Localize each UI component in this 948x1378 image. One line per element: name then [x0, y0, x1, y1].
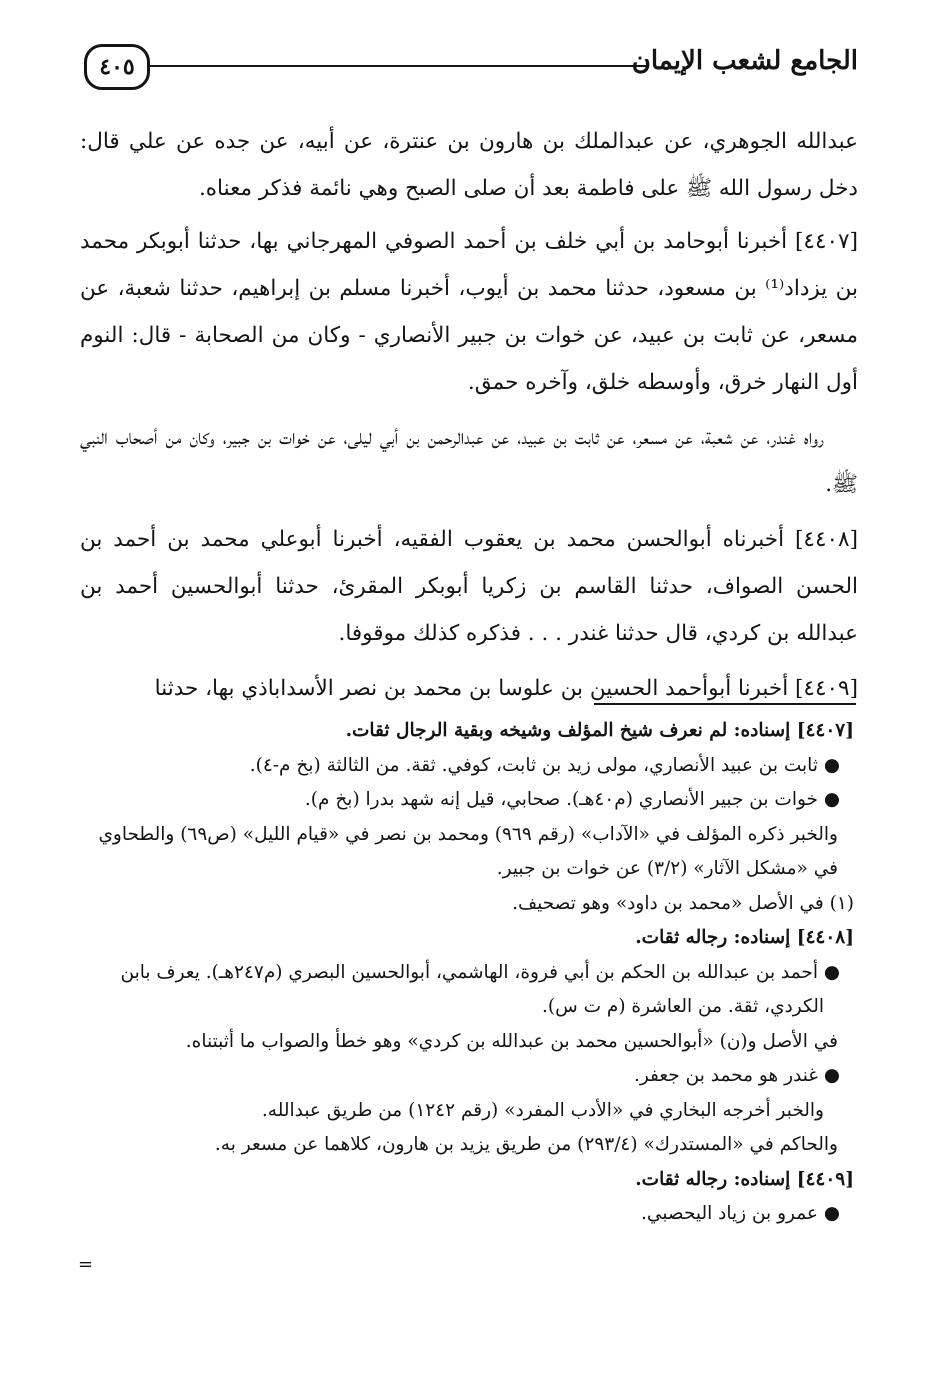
- footnote-4408-heading: [٤٤٠٨] إسناده: رجاله ثقات.: [635, 927, 854, 948]
- footnote-separator: [594, 703, 856, 705]
- running-title: الجامع لشعب الإيمان: [631, 46, 858, 76]
- footnote-4407-narrator-2: ● خوات بن جبير الأنصاري (م٤٠هـ). صحابي، قيل إنه شهد بدرا (بخ م).: [304, 789, 840, 810]
- footnote-4408-takhrij-2: والحاكم في «المستدرك» (٢٩٣/٤) من طريق يزيد بن هارون، كلاهما عن مسعر به.: [214, 1134, 838, 1155]
- hadith-4409: [٤٤٠٩] أخبرنا أبوأحمد الحسين بن علوسا بن محمد بن نصر الأسداباذي بها، حدثنا: [154, 676, 858, 701]
- footnote-4407-narrator-1: ● ثابت بن عبيد الأنصاري، مولى زيد بن ثابت، كوفي. ثقة. من الثالثة (بخ م-٤).: [249, 754, 840, 776]
- hadith-4407-riwaya: رواه غندر، عن شعبة، عن مسعر، عن ثابت بن عبيد، عن عبدالرحمن بن أبي ليلى، عن خوات بن جبير، وكان من أصحاب النبي ﷺ.: [80, 425, 858, 497]
- header-rule: [150, 65, 648, 67]
- page-number-box: [84, 44, 150, 90]
- running-header: [84, 40, 858, 102]
- hadith-4408: [٤٤٠٨] أخبرناه أبوالحسن محمد بن يعقوب الفقيه، أخبرنا أبوعلي محمد بن أحمد بن الحسن الصواف، حدثنا القاسم بن زكريا أبوبكر المقرئ، حدثنا أبوالحسين أحمد بن عبدالله بن كردي، قال حدثنا غندر . . . فذكره كذلك موقوفا.: [80, 527, 858, 646]
- continuation-mark: =: [78, 1254, 94, 1275]
- hadith-4407: [٤٤٠٧] أخبرنا أبوحامد بن أبي خلف بن أحمد الصوفي المهرجاني بها، حدثنا أبوبكر محمد بن يزداد⁽¹⁾ بن مسعود، حدثنا محمد بن أيوب، أخبرنا مسلم بن إبراهيم، حدثنا شعبة، عن مسعر، عن ثابت بن عبيد، عن خوات بن جبير الأنصاري - وكان من الصحابة - قال: النوم أول النهار خرق، وأوسطه خلق، وآخره حمق.: [80, 229, 858, 395]
- footnote-4408-narrator-1: ● أحمد بن عبدالله بن الحكم بن أبي فروة، الهاشمي، أبوالحسين البصري (م٢٤٧هـ). يعرف بابن الكردي، ثقة. من العاشرة (م ت س).: [120, 961, 840, 1017]
- page-number: ٤٠٥: [99, 54, 135, 80]
- footnote-4409-heading: [٤٤٠٩] إسناده: رجاله ثقات.: [635, 1168, 854, 1190]
- footnote-4408-narrator-2: ● غندر هو محمد بن جعفر.: [633, 1065, 840, 1086]
- footnote-4408-correction: في الأصل و(ن) «أبوالحسين محمد بن عبدالله بن كردي» وهو خطأ والصواب ما أثبتناه.: [185, 1030, 838, 1052]
- footnote-4408-takhrij-1: والخبر أخرجه البخاري في «الأدب المفرد» (رقم ١٢٤٢) من طريق عبدالله.: [261, 1099, 824, 1121]
- footnote-1: (١) في الأصل «محمد بن داود» وهو تصحيف.: [512, 892, 854, 914]
- footnote-4407-takhrij: والخبر ذكره المؤلف في «الآداب» (رقم ٩٦٩) ومحمد بن نصر في «قيام الليل» (ص٦٩) والطحاوي في «مشكل الآثار» (٣/٢) عن خوات بن جبير.: [98, 823, 838, 879]
- paragraph-continuation: عبدالله الجوهري، عن عبدالملك بن هارون بن عنترة، عن أبيه، عن جده عن علي قال: دخل رسول الله ﷺ على فاطمة بعد أن صلى الصبح وهي نائمة فذكر معناه.: [80, 129, 858, 201]
- footnote-4407-heading: [٤٤٠٧] إسناده: لم نعرف شيخ المؤلف وشيخه وبقية الرجال ثقات.: [345, 720, 854, 741]
- footnote-4409-narrator-1: ● عمرو بن زياد اليحصبي.: [641, 1203, 840, 1224]
- main-text: [80, 118, 858, 720]
- footnotes: [80, 714, 854, 1232]
